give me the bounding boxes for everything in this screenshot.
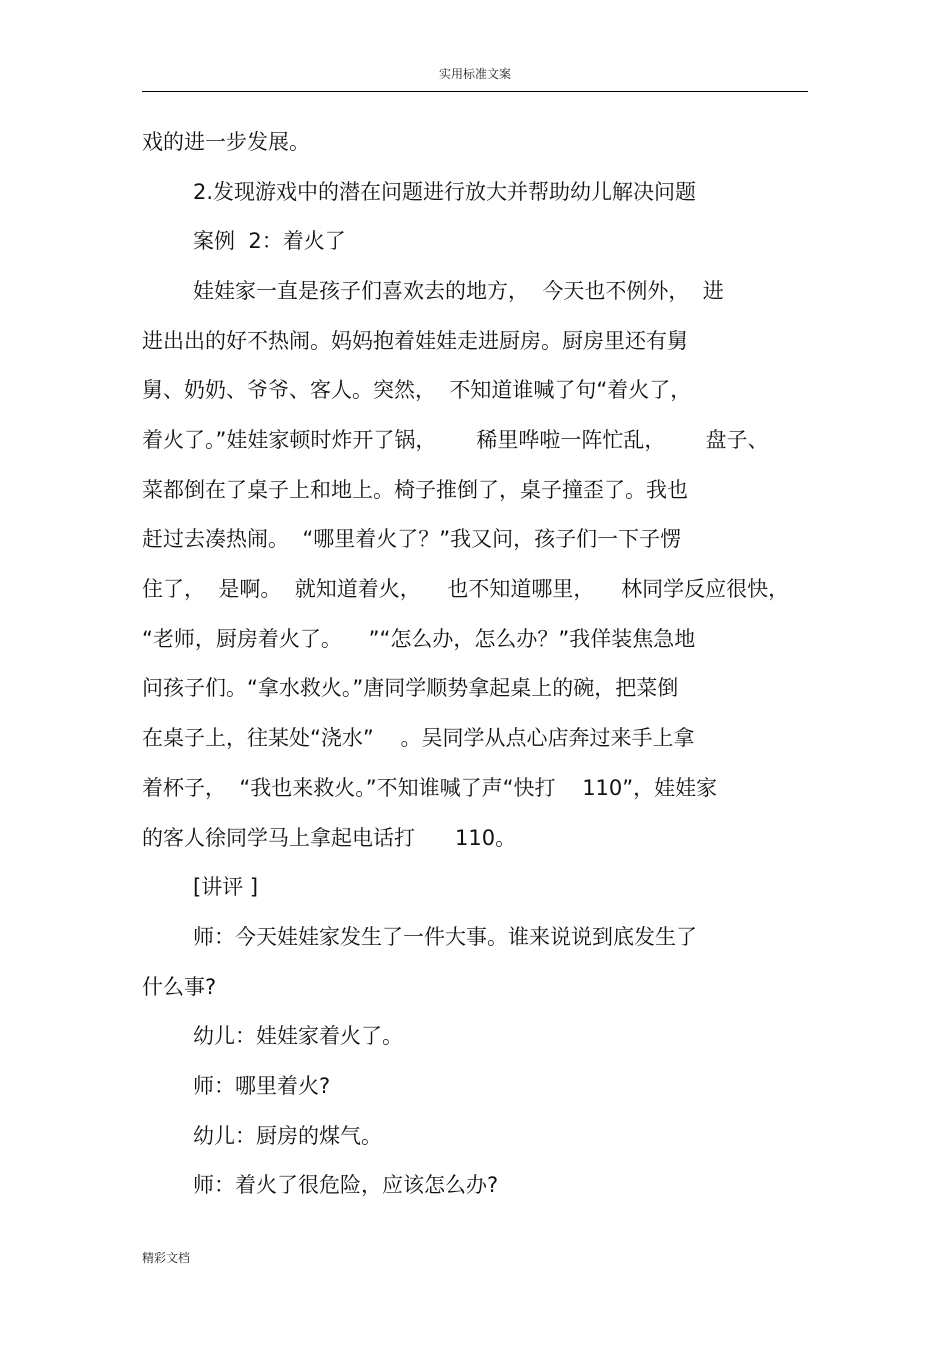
body-line: 问孩子们。“拿水救火。”唐同学顺势拿起桌上的碗，把菜倒 <box>142 676 679 700</box>
body-line: 菜都倒在了桌子上和地上。椅子推倒了，桌子撞歪了。我也 <box>142 478 688 502</box>
body-line: 的客人徐同学马上拿起电话打 110。 <box>142 826 517 850</box>
body-line: 着杯子， “我也来救火。”不知谁喊了声“快打 110”，娃娃家 <box>142 776 718 800</box>
body-line: 2.发现游戏中的潜在问题进行放大并帮助幼儿解决问题 <box>193 180 697 204</box>
body-line: 师：哪里着火? <box>193 1074 331 1098</box>
body-line: 案例 2：着火了 <box>193 229 346 253</box>
body-line: 在桌子上，往某处“浇水” 。吴同学从点心店奔过来手上拿 <box>142 726 695 750</box>
body-line: “老师，厨房着火了。 ”“怎么办，怎么办？”我佯装焦急地 <box>142 627 696 651</box>
body-line: 师：今天娃娃家发生了一件大事。谁来说说到底发生了 <box>193 925 697 949</box>
body-line: 戏的进一步发展。 <box>142 130 310 154</box>
body-line: 师：着火了很危险，应该怎么办? <box>193 1173 499 1197</box>
body-line: 娃娃家一直是孩子们喜欢去的地方， 今天也不例外， 进 <box>193 279 724 303</box>
body-line: 进出出的好不热闹。妈妈抱着娃娃走进厨房。厨房里还有舅 <box>142 329 688 353</box>
body-line: 舅、奶奶、爷爷、客人。突然， 不知道谁喊了句“着火了， <box>142 378 692 402</box>
page-footer-label: 精彩文档 <box>142 1251 191 1265</box>
body-line: 住了， 是啊。 就知道着火， 也不知道哪里， 林同学反应很快， <box>142 577 790 601</box>
body-line: 赶过去凑热闹。 “哪里着火了？”我又问，孩子们一下子愣 <box>142 527 682 551</box>
body-line: 着火了。”娃娃家顿时炸开了锅， 稀里哗啦一阵忙乱， 盘子、 <box>142 428 769 452</box>
body-line: 什么事? <box>142 975 217 999</box>
page-header-title: 实用标准文案 <box>438 67 511 81</box>
header-divider <box>142 91 808 92</box>
body-line: 幼儿：厨房的煤气。 <box>193 1124 382 1148</box>
body-line: 幼儿：娃娃家着火了。 <box>193 1024 403 1048</box>
body-line: [讲评 ] <box>193 875 259 899</box>
